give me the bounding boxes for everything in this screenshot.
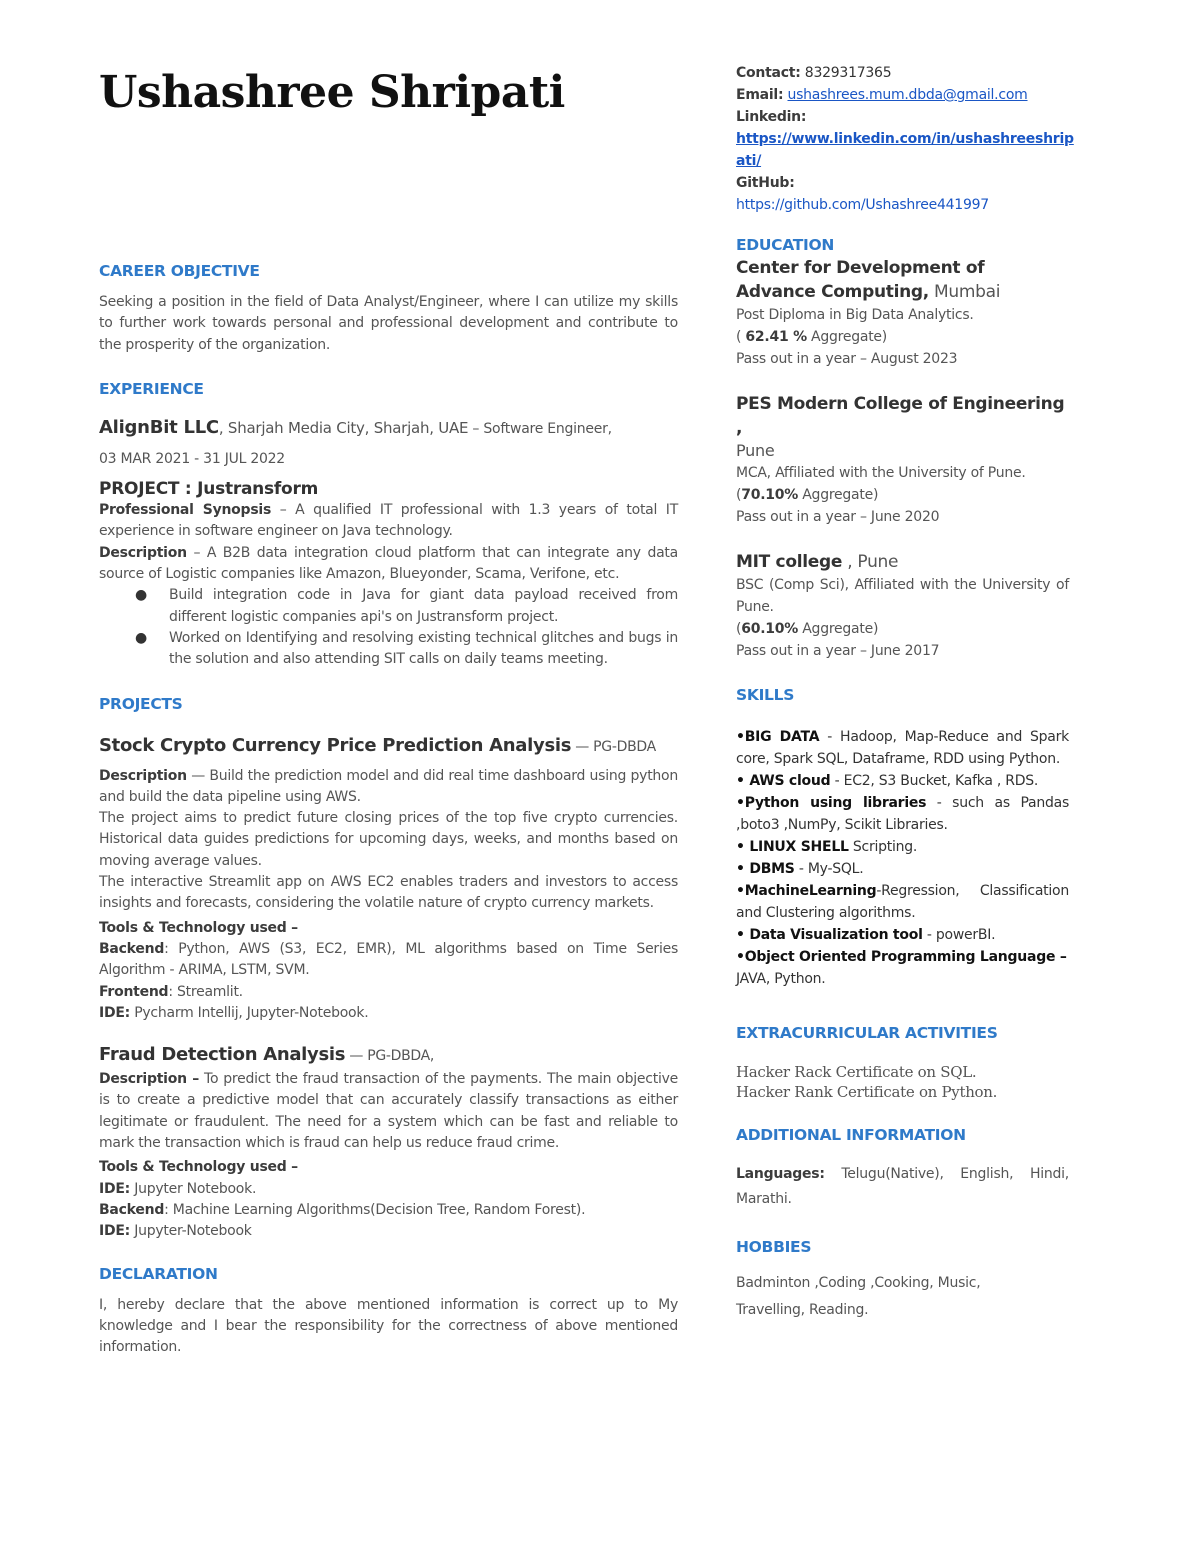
- hobbies-heading: HOBBIES: [736, 1238, 812, 1256]
- education-item-2-inst: PES Modern College of Engineering ,: [736, 394, 1065, 438]
- education-item-2-program: MCA, Affiliated with the University of Pune.: [736, 465, 1026, 481]
- github-link[interactable]: https://github.com/Ushashree441997: [736, 197, 989, 213]
- list-item: •BIG DATA - Hadoop, Map-Reduce and Spark core, Spark SQL, Dataframe, RDD using Python.: [736, 729, 1069, 767]
- declaration-text: I, hereby declare that the above mentioned information is correct up to My knowledge and I bear the responsibility for the correctness of above mentioned information.: [99, 1296, 678, 1356]
- company-location: , Sharjah Media City, Sharjah, UAE: [218, 418, 469, 437]
- extracurricular-line-1: Hacker Rack Certificate on SQL.: [736, 1063, 977, 1081]
- job-role: – Software Engineer,: [468, 420, 612, 437]
- list-item: ● Build integration code in Java for giant data payload received from different logistic companies api's on Justransform project.: [135, 587, 678, 625]
- project-2-description: Description – To predict the fraud transaction of the payments. The main objective is to create a predictive model that can accurately classify transactions as either legitimate or fraudulent. The need for a system which can be fast and reliable to mark the transaction which is fraud can help us reduce fraud crime.: [99, 1071, 678, 1152]
- contact-email: Email: ushashrees.mum.dbda@gmail.com: [736, 87, 1028, 103]
- project-1-tools-label: Tools & Technology used –: [99, 919, 298, 936]
- project-2-backend: Backend: Machine Learning Algorithms(Decision Tree, Random Forest).: [99, 1201, 586, 1218]
- experience-bullets: [99, 585, 678, 670]
- project-1-line2: The project aims to predict future closing prices of the top five crypto currencies. Historical data guides predictions for upcoming days, weeks, and months based on moving average values.: [99, 810, 678, 869]
- bullet-icon: ●: [135, 587, 147, 604]
- left-column: [99, 60, 678, 1358]
- linkedin-link[interactable]: https://www.linkedin.com/in/ushashreeshrip ati/: [736, 131, 1074, 169]
- list-item: • LINUX SHELL Scripting.: [736, 839, 918, 855]
- experience-company-line: [99, 416, 678, 441]
- contact-phone: Contact: 8329317365: [736, 65, 892, 81]
- project-2-ide: IDE: Jupyter Notebook.: [99, 1180, 257, 1197]
- career-objective-heading: CAREER OBJECTIVE: [99, 262, 260, 280]
- project-1-frontend: Frontend: Streamlit.: [99, 983, 243, 1000]
- company-name: AlignBit LLC: [99, 416, 219, 438]
- right-column: [736, 62, 1074, 1324]
- education-item-2-aggregate: (70.10% Aggregate): [736, 487, 879, 503]
- project-2-tools-label: Tools & Technology used –: [99, 1159, 298, 1176]
- education-item-3-program: BSC (Comp Sci), Affiliated with the University of Pune.: [736, 577, 1069, 615]
- experience-dates: 03 MAR 2021 - 31 JUL 2022: [99, 450, 285, 467]
- project-2-title: Fraud Detection Analysis: [99, 1044, 346, 1066]
- experience-description: [99, 543, 678, 586]
- project-2-ide2: IDE: Jupyter-Notebook: [99, 1223, 252, 1240]
- project-title: PROJECT : Justransform: [99, 479, 319, 500]
- candidate-name: Ushashree Shripati: [99, 67, 565, 118]
- list-item: • AWS cloud - EC2, S3 Bucket, Kafka , RDS.: [736, 773, 1039, 789]
- description-label: Description: [99, 544, 187, 561]
- list-item: •Python using libraries - such as Pandas ,boto3 ,NumPy, Scikit Libraries.: [736, 795, 1069, 833]
- languages: Languages: Telugu(Native), English, Hindi, Marathi.: [736, 1166, 1069, 1207]
- list-item: • Data Visualization tool - powerBI.: [736, 927, 996, 943]
- email-link[interactable]: ushashrees.mum.dbda@gmail.com: [787, 87, 1028, 103]
- education-heading: EDUCATION: [736, 236, 834, 254]
- skills-list: [736, 726, 1069, 990]
- education-item-1-aggregate: ( 62.41 % Aggregate): [736, 329, 888, 345]
- education-item-3-inst: MIT college , Pune: [736, 552, 899, 572]
- project-1-backend: Backend: Python, AWS (S3, EC2, EMR), ML algorithms based on Time Series Algorithm - ARIMA, LSTM, SVM.: [99, 940, 678, 979]
- hobbies-line-1: Badminton ,Coding ,Cooking, Music,: [736, 1275, 981, 1291]
- list-item: ● Worked on Identifying and resolving existing technical glitches and bugs in the solution and also attending SIT calls on daily teams meeting.: [135, 629, 678, 668]
- description-text: – A B2B data integration cloud platform that can integrate any data source of Logistic companies like Amazon, Blueyonder, Scama, Verifone, etc.: [99, 544, 678, 583]
- hobbies-line-2: Travelling, Reading.: [736, 1302, 869, 1318]
- bullet-icon: ●: [135, 629, 147, 646]
- github-label: GitHub:: [736, 175, 795, 191]
- linkedin-label: Linkedin:: [736, 109, 807, 125]
- additional-info-heading: ADDITIONAL INFORMATION: [736, 1126, 966, 1144]
- education-item-3-pass: Pass out in a year – June 2017: [736, 643, 940, 659]
- career-objective-text: Seeking a position in the field of Data Analyst/Engineer, where I can utilize my skills to further work towards personal and professional development and contribute to the prosperity of the organization.: [99, 294, 678, 353]
- skills-heading: SKILLS: [736, 686, 795, 704]
- project-1-line3: The interactive Streamlit app on AWS EC2 enables traders and investors to access insights and forecasts, considering the volatile nature of crypto currency markets.: [99, 874, 678, 912]
- project-1-ide: IDE: Pycharm Intellij, Jupyter-Notebook.: [99, 1004, 369, 1021]
- synopsis-text: – A qualified IT professional with 1.3 years of total IT experience in software engineer on Java technology.: [99, 502, 678, 540]
- professional-synopsis: [99, 500, 678, 543]
- project-1-title: Stock Crypto Currency Price Prediction Analysis: [99, 734, 572, 756]
- list-item: •MachineLearning-Regression, Classification and Clustering algorithms.: [736, 883, 1069, 921]
- declaration-heading: DECLARATION: [99, 1264, 218, 1283]
- extracurricular-heading: EXTRACURRICULAR ACTIVITIES: [736, 1024, 998, 1042]
- education-item-1-program: Post Diploma in Big Data Analytics.: [736, 307, 974, 323]
- extracurricular-line-2: Hacker Rank Certificate on Python.: [736, 1083, 998, 1101]
- list-item: • DBMS - My-SQL.: [736, 861, 864, 877]
- education-item-2-pass: Pass out in a year – June 2020: [736, 509, 940, 525]
- education-item-3-aggregate: (60.10% Aggregate): [736, 621, 879, 637]
- projects-heading: PROJECTS: [99, 694, 183, 713]
- project-1-title-line: [99, 735, 678, 756]
- synopsis-label: Professional Synopsis: [99, 502, 272, 519]
- project-2-sub: — PG-DBDA,: [345, 1048, 435, 1065]
- education-item-2-place: Pune: [736, 441, 775, 460]
- project-2-title-line: [99, 1044, 678, 1065]
- list-item: •Object Oriented Programming Language – JAVA, Python.: [736, 949, 1067, 987]
- project-1-sub: — PG-DBDA: [571, 738, 656, 755]
- project-1-description: Description — Build the prediction model and did real time dashboard using python and build the data pipeline using AWS.: [99, 767, 678, 805]
- education-item-1-inst: Center for Development of Advance Computing, Mumbai: [736, 258, 1001, 302]
- experience-heading: EXPERIENCE: [99, 379, 204, 398]
- education-item-1-pass: Pass out in a year – August 2023: [736, 351, 958, 367]
